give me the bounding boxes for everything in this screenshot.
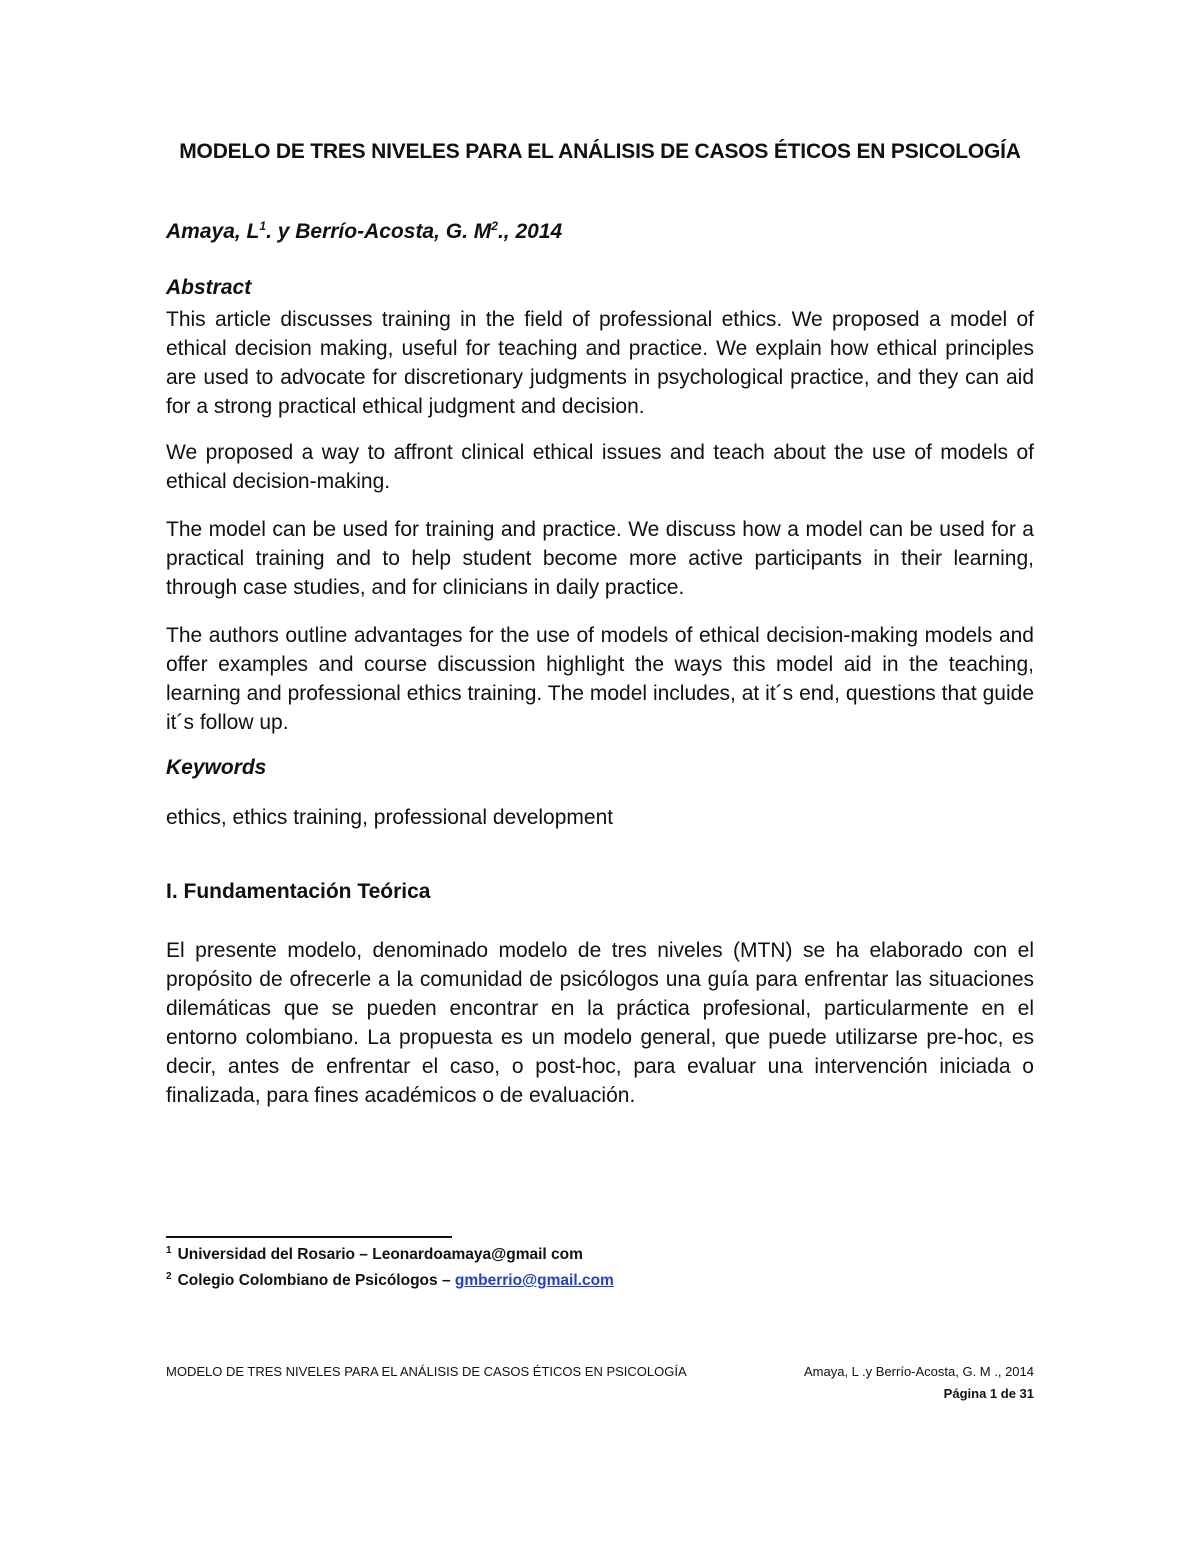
publication-year: ., 2014: [497, 220, 563, 243]
abstract-heading: Abstract: [166, 276, 252, 299]
footnote-ref-2[interactable]: 2: [491, 219, 498, 233]
author-2: . y Berrío-Acosta, G. M: [266, 220, 492, 243]
keywords-text: ethics, ethics training, professional development: [166, 806, 614, 829]
abstract-paragraph-1: This article discusses training in the field of professional ethics. We proposed a model of ethical decision making, useful for teaching and practice. We explain how ethical principles are used to advocate for discretionary judgments in psychological practice, and they can aid for a strong practical ethical judgment and decision.: [166, 308, 1034, 418]
footnote-1: [166, 1246, 583, 1264]
footnote-ref-1[interactable]: 1: [259, 219, 267, 233]
author-line: [166, 220, 562, 244]
abstract-paragraph-3: The model can be used for training and practice. We discuss how a model can be used for a practical training and to help student become more active participants in their learning, through case studies, and for clinicians in daily practice.: [166, 518, 1034, 599]
abstract-paragraph-2: We proposed a way to affront clinical ethical issues and teach about the use of models of ethical decision-making.: [166, 441, 1034, 493]
author-1: Amaya, L: [166, 220, 260, 243]
abstract-paragraph-4: The authors outline advantages for the use of models of ethical decision-making models and offer examples and course discussion highlight the ways this model aid in the teaching, learning and professional ethics training. The model includes, at it´s end, questions that guide it´s follow up.: [166, 624, 1034, 734]
page-number: Página 1 de 31: [943, 1386, 1034, 1401]
footer-title: MODELO DE TRES NIVELES PARA EL ANÁLISIS DE CASOS ÉTICOS EN PSICOLOGÍA: [166, 1364, 687, 1379]
section-heading: I. Fundamentación Teórica: [166, 880, 431, 903]
footnote-marker-2: 2: [166, 1270, 172, 1282]
footnote-1-text: Universidad del Rosario – Leonardoamaya@gmail com: [177, 1246, 583, 1263]
email-link[interactable]: gmberrio@gmail.com: [454, 1272, 614, 1289]
footnote-2: [166, 1272, 614, 1290]
footer-authors: Amaya, L .y Berrío-Acosta, G. M ., 2014: [804, 1364, 1034, 1379]
footnote-marker-1: 1: [166, 1244, 172, 1256]
document-title: MODELO DE TRES NIVELES PARA EL ANÁLISIS DE CASOS ÉTICOS EN PSICOLOGÍA: [179, 140, 1021, 163]
section-paragraph: El presente modelo, denominado modelo de tres niveles (MTN) se ha elaborado con el propósito de ofrecerle a la comunidad de psicólogos una guía para enfrentar las situaciones dilemáticas que se pueden encontrar en la práctica profesional, particularmente en el entorno colombiano. La propuesta es un modelo general, que puede utilizarse pre-hoc, es decir, antes de enfrentar el caso, o post-hoc, para evaluar una intervención iniciada o finalizada, para fines académicos o de evaluación.: [166, 939, 1034, 1107]
footnote-separator: [166, 1236, 452, 1238]
footnote-2-text: Colegio Colombiano de Psicólogos –: [177, 1272, 455, 1289]
keywords-heading: Keywords: [166, 756, 267, 779]
